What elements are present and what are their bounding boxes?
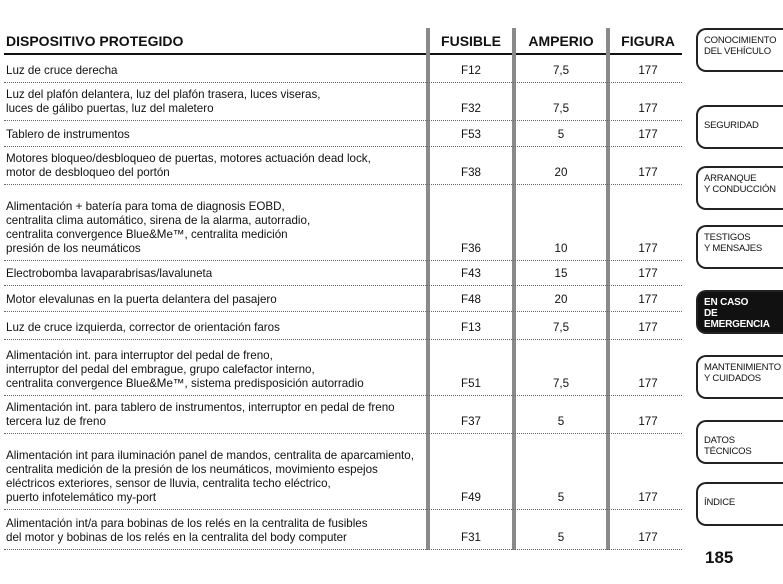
device-description: Tablero de instrumentos: [6, 128, 130, 141]
chapter-tab-label: DE EMERGENCIA: [704, 308, 770, 330]
figure-reference: 177: [638, 102, 658, 115]
chapter-tab[interactable]: [696, 105, 783, 149]
table-row: [0, 83, 682, 121]
figure-reference: 177: [638, 64, 658, 77]
amperage-value: 7,5: [552, 377, 570, 390]
amperage-value: 7,5: [552, 321, 570, 334]
table-row: [0, 340, 682, 396]
table-row: [0, 261, 682, 286]
figure-reference: 177: [638, 166, 658, 179]
amperage-value: 15: [554, 267, 568, 280]
amperage-value: 5: [557, 128, 565, 141]
device-description: Alimentación + batería para toma de diagnosis EOBD, centralita clima automático, sirena de la alarma, autorradio, centralita convergence Blue&Me™, centralita medición presión de los neumáticos: [6, 200, 311, 255]
table-row: [0, 286, 682, 312]
chapter-tab[interactable]: [696, 28, 783, 72]
figure-reference: 177: [638, 415, 658, 428]
device-description: Alimentación int. para interruptor del pedal de freno, interruptor del pedal del embrague, grupo calefactor interno, centralita convergence Blue&Me™, sistema predisposición autorradio: [6, 349, 364, 390]
fuse-code: F13: [461, 321, 481, 334]
figure-reference: 177: [638, 267, 658, 280]
figure-reference: 177: [638, 128, 658, 141]
amperage-value: 5: [557, 531, 565, 544]
header-figure: FIGURA: [621, 33, 675, 49]
figure-reference: 177: [638, 242, 658, 255]
chapter-tab-label: Y MENSAJES: [704, 243, 763, 254]
device-description: Alimentación int/a para bobinas de los relés en la centralita de fusibles del motor y bobinas de los relés en la centralita del body computer: [6, 517, 368, 544]
figure-reference: 177: [638, 531, 658, 544]
amperage-value: 7,5: [552, 64, 570, 77]
fuse-code: F51: [461, 377, 481, 390]
chapter-tabs: [696, 28, 783, 560]
chapter-tab[interactable]: [696, 420, 783, 464]
figure-reference: 177: [638, 293, 658, 306]
device-description: Luz del plafón delantera, luz del plafón trasera, luces viseras, luces de gálibo puertas, luz del maletero: [6, 88, 321, 115]
chapter-tab-label: DEL VEHÍCULO: [704, 46, 771, 57]
figure-reference: 177: [638, 377, 658, 390]
chapter-tab-label: EN CASO: [704, 297, 749, 308]
fuse-code: F38: [461, 166, 481, 179]
table-row: [0, 55, 682, 83]
row-divider: [4, 549, 682, 550]
table-row: [0, 396, 682, 434]
amperage-value: 20: [554, 166, 568, 179]
chapter-tab[interactable]: [696, 225, 783, 269]
chapter-tab-label: CONOCIMIENTO: [704, 35, 777, 46]
chapter-tab[interactable]: [696, 166, 783, 210]
chapter-tab-label: Y CONDUCCIÓN: [704, 184, 776, 195]
device-description: Luz de cruce derecha: [6, 64, 118, 77]
header-device: DISPOSITIVO PROTEGIDO: [6, 33, 184, 49]
fuse-code: F49: [461, 491, 481, 504]
device-description: Motores bloqueo/desbloqueo de puertas, motores actuación dead lock, motor de desbloqueo del portón: [6, 152, 371, 179]
table-row: [0, 185, 682, 261]
chapter-tab[interactable]: [696, 290, 783, 334]
figure-reference: 177: [638, 491, 658, 504]
fuse-code: F53: [461, 128, 481, 141]
table-row: [0, 510, 682, 550]
chapter-tab-label: TESTIGOS: [704, 232, 751, 243]
chapter-tab-label: DATOS TÉCNICOS: [704, 435, 752, 457]
chapter-tab-label: ARRANQUE: [704, 173, 757, 184]
chapter-tab-label: Y CUIDADOS: [704, 373, 761, 384]
fuse-code: F32: [461, 102, 481, 115]
chapter-tab[interactable]: [696, 355, 783, 399]
device-description: Motor elevalunas en la puerta delantera del pasajero: [6, 293, 277, 306]
chapter-tab[interactable]: [696, 482, 783, 526]
header-ampere: AMPERIO: [528, 33, 594, 49]
amperage-value: 5: [557, 491, 565, 504]
device-description: Luz de cruce izquierda, corrector de orientación faros: [6, 321, 280, 334]
fuse-code: F36: [461, 242, 481, 255]
fuse-code: F37: [461, 415, 481, 428]
fuse-code: F12: [461, 64, 481, 77]
header-fuse: FUSIBLE: [441, 33, 501, 49]
device-description: Electrobomba lavaparabrisas/lavaluneta: [6, 267, 213, 280]
fuse-code: F48: [461, 293, 481, 306]
table-row: [0, 121, 682, 147]
figure-reference: 177: [638, 321, 658, 334]
amperage-value: 5: [557, 415, 565, 428]
device-description: Alimentación int para iluminación panel de mandos, centralita de aparcamiento, centralita medición de la presión de los neumáticos, movimiento espejos eléctricos exteriores, sensor de lluvia, centralita techo eléctrico, puerto infotelemático my-port: [6, 449, 414, 504]
table-row: [0, 147, 682, 185]
amperage-value: 10: [554, 242, 568, 255]
page-number: 185: [705, 548, 734, 567]
chapter-tab-label: MANTENIMIENTO: [704, 362, 781, 373]
amperage-value: 20: [554, 293, 568, 306]
fuse-code: F31: [461, 531, 481, 544]
chapter-tab-label: SEGURIDAD: [704, 120, 759, 131]
fuse-code: F43: [461, 267, 481, 280]
amperage-value: 7,5: [552, 102, 570, 115]
chapter-tab-label: ÍNDICE: [704, 497, 735, 508]
table-row: [0, 434, 682, 510]
device-description: Alimentación int. para tablero de instrumentos, interruptor en pedal de freno tercera luz de freno: [6, 401, 395, 428]
table-row: [0, 312, 682, 340]
